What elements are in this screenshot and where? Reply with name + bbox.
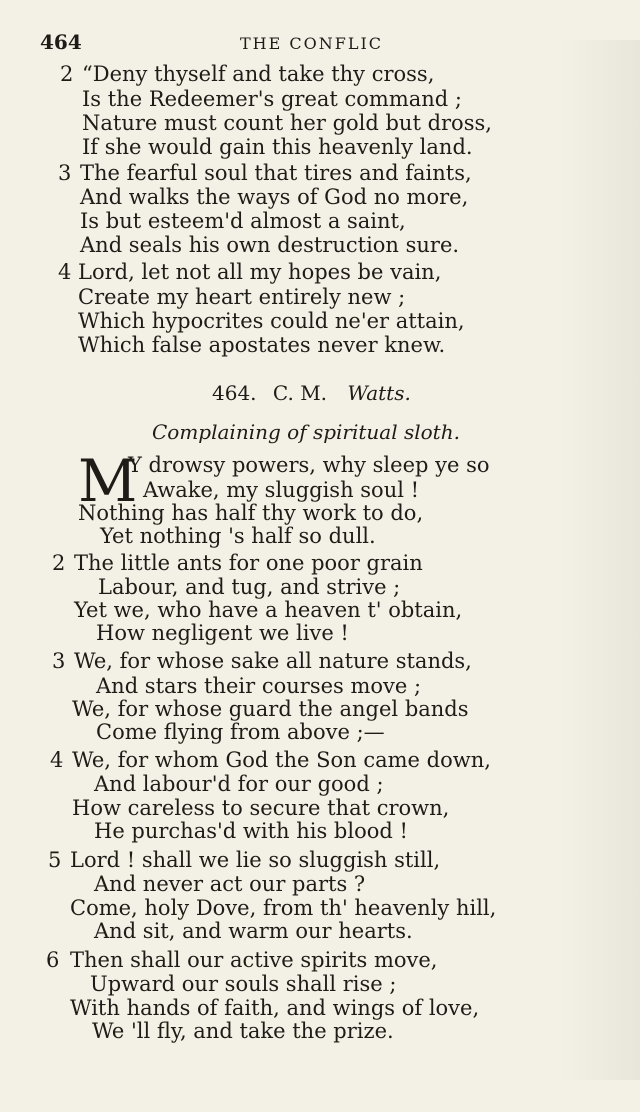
verse-line: We, for whom God the Son came down, xyxy=(72,748,491,772)
stanza-number: 4 xyxy=(50,748,64,772)
verse-line: And sit, and warm our hearts. xyxy=(94,919,413,943)
verse-line: Is the Redeemer's great command ; xyxy=(82,87,462,111)
verse-line: And seals his own destruction sure. xyxy=(80,233,460,257)
drop-cap: M xyxy=(78,447,138,515)
verse-line: Which false apostates never knew. xyxy=(78,333,446,357)
stanza-number: 6 xyxy=(46,948,60,972)
verse-line: Upward our souls shall rise ; xyxy=(90,972,397,996)
verse-line: Lord, let not all my hopes be vain, xyxy=(78,260,442,284)
verse-line: Labour, and tug, and strive ; xyxy=(98,575,401,599)
verse-line: And labour'd for our good ; xyxy=(94,772,384,796)
stanza-number: 4 xyxy=(58,260,72,284)
facing-page-bleed xyxy=(560,40,640,1080)
verse-line: We 'll fly, and take the prize. xyxy=(92,1019,394,1043)
verse-line: And stars their courses move ; xyxy=(96,674,422,698)
verse-line: Y drowsy powers, why sleep ye so xyxy=(128,453,490,477)
verse-line: With hands of faith, and wings of love, xyxy=(70,996,480,1020)
page-number: 464 xyxy=(40,30,82,54)
verse-line: We, for whose sake all nature stands, xyxy=(74,649,472,673)
verse-line: Come flying from above ;— xyxy=(96,720,385,744)
verse-line: Nothing has half thy work to do, xyxy=(78,501,424,525)
hymn-header xyxy=(212,381,411,405)
verse-line: Awake, my sluggish soul ! xyxy=(143,478,420,502)
verse-line: And walks the ways of God no more, xyxy=(80,185,469,209)
verse-line: “Deny thyself and take thy cross, xyxy=(82,62,435,86)
verse-line: The fearful soul that tires and faints, xyxy=(80,161,472,185)
verse-line: Come, holy Dove, from th' heavenly hill, xyxy=(70,896,497,920)
hymn-author: Watts. xyxy=(347,381,411,405)
stanza-number: 5 xyxy=(48,848,62,872)
verse-line: And never act our parts ? xyxy=(94,872,366,896)
hymn-number: 464. xyxy=(212,381,257,405)
verse-line: He purchas'd with his blood ! xyxy=(94,819,408,843)
verse-line: Which hypocrites could ne'er attain, xyxy=(78,309,465,333)
verse-line: How careless to secure that crown, xyxy=(72,796,450,820)
verse-line: Then shall our active spirits move, xyxy=(70,948,438,972)
verse-line: The little ants for one poor grain xyxy=(74,551,423,575)
stanza-number: 3 xyxy=(52,649,66,673)
hymn-title: Complaining of spiritual sloth. xyxy=(152,420,460,444)
verse-line: Yet we, who have a heaven t' obtain, xyxy=(74,598,463,622)
verse-line: Nature must count her gold but dross, xyxy=(82,111,492,135)
verse-line: If she would gain this heavenly land. xyxy=(82,135,473,159)
hymn-meter: C. M. xyxy=(272,381,328,405)
running-head: THE CONFLIC xyxy=(240,34,384,53)
stanza-number: 3 xyxy=(58,161,72,185)
stanza-number: 2 xyxy=(52,551,66,575)
verse-line: Yet nothing 's half so dull. xyxy=(100,524,376,548)
verse-line: Is but esteem'd almost a saint, xyxy=(80,209,406,233)
verse-line: Lord ! shall we lie so sluggish still, xyxy=(70,848,441,872)
verse-line: We, for whose guard the angel bands xyxy=(72,697,469,721)
verse-line: How negligent we live ! xyxy=(96,621,349,645)
verse-line: Create my heart entirely new ; xyxy=(78,285,406,309)
stanza-number: 2 xyxy=(60,62,74,86)
